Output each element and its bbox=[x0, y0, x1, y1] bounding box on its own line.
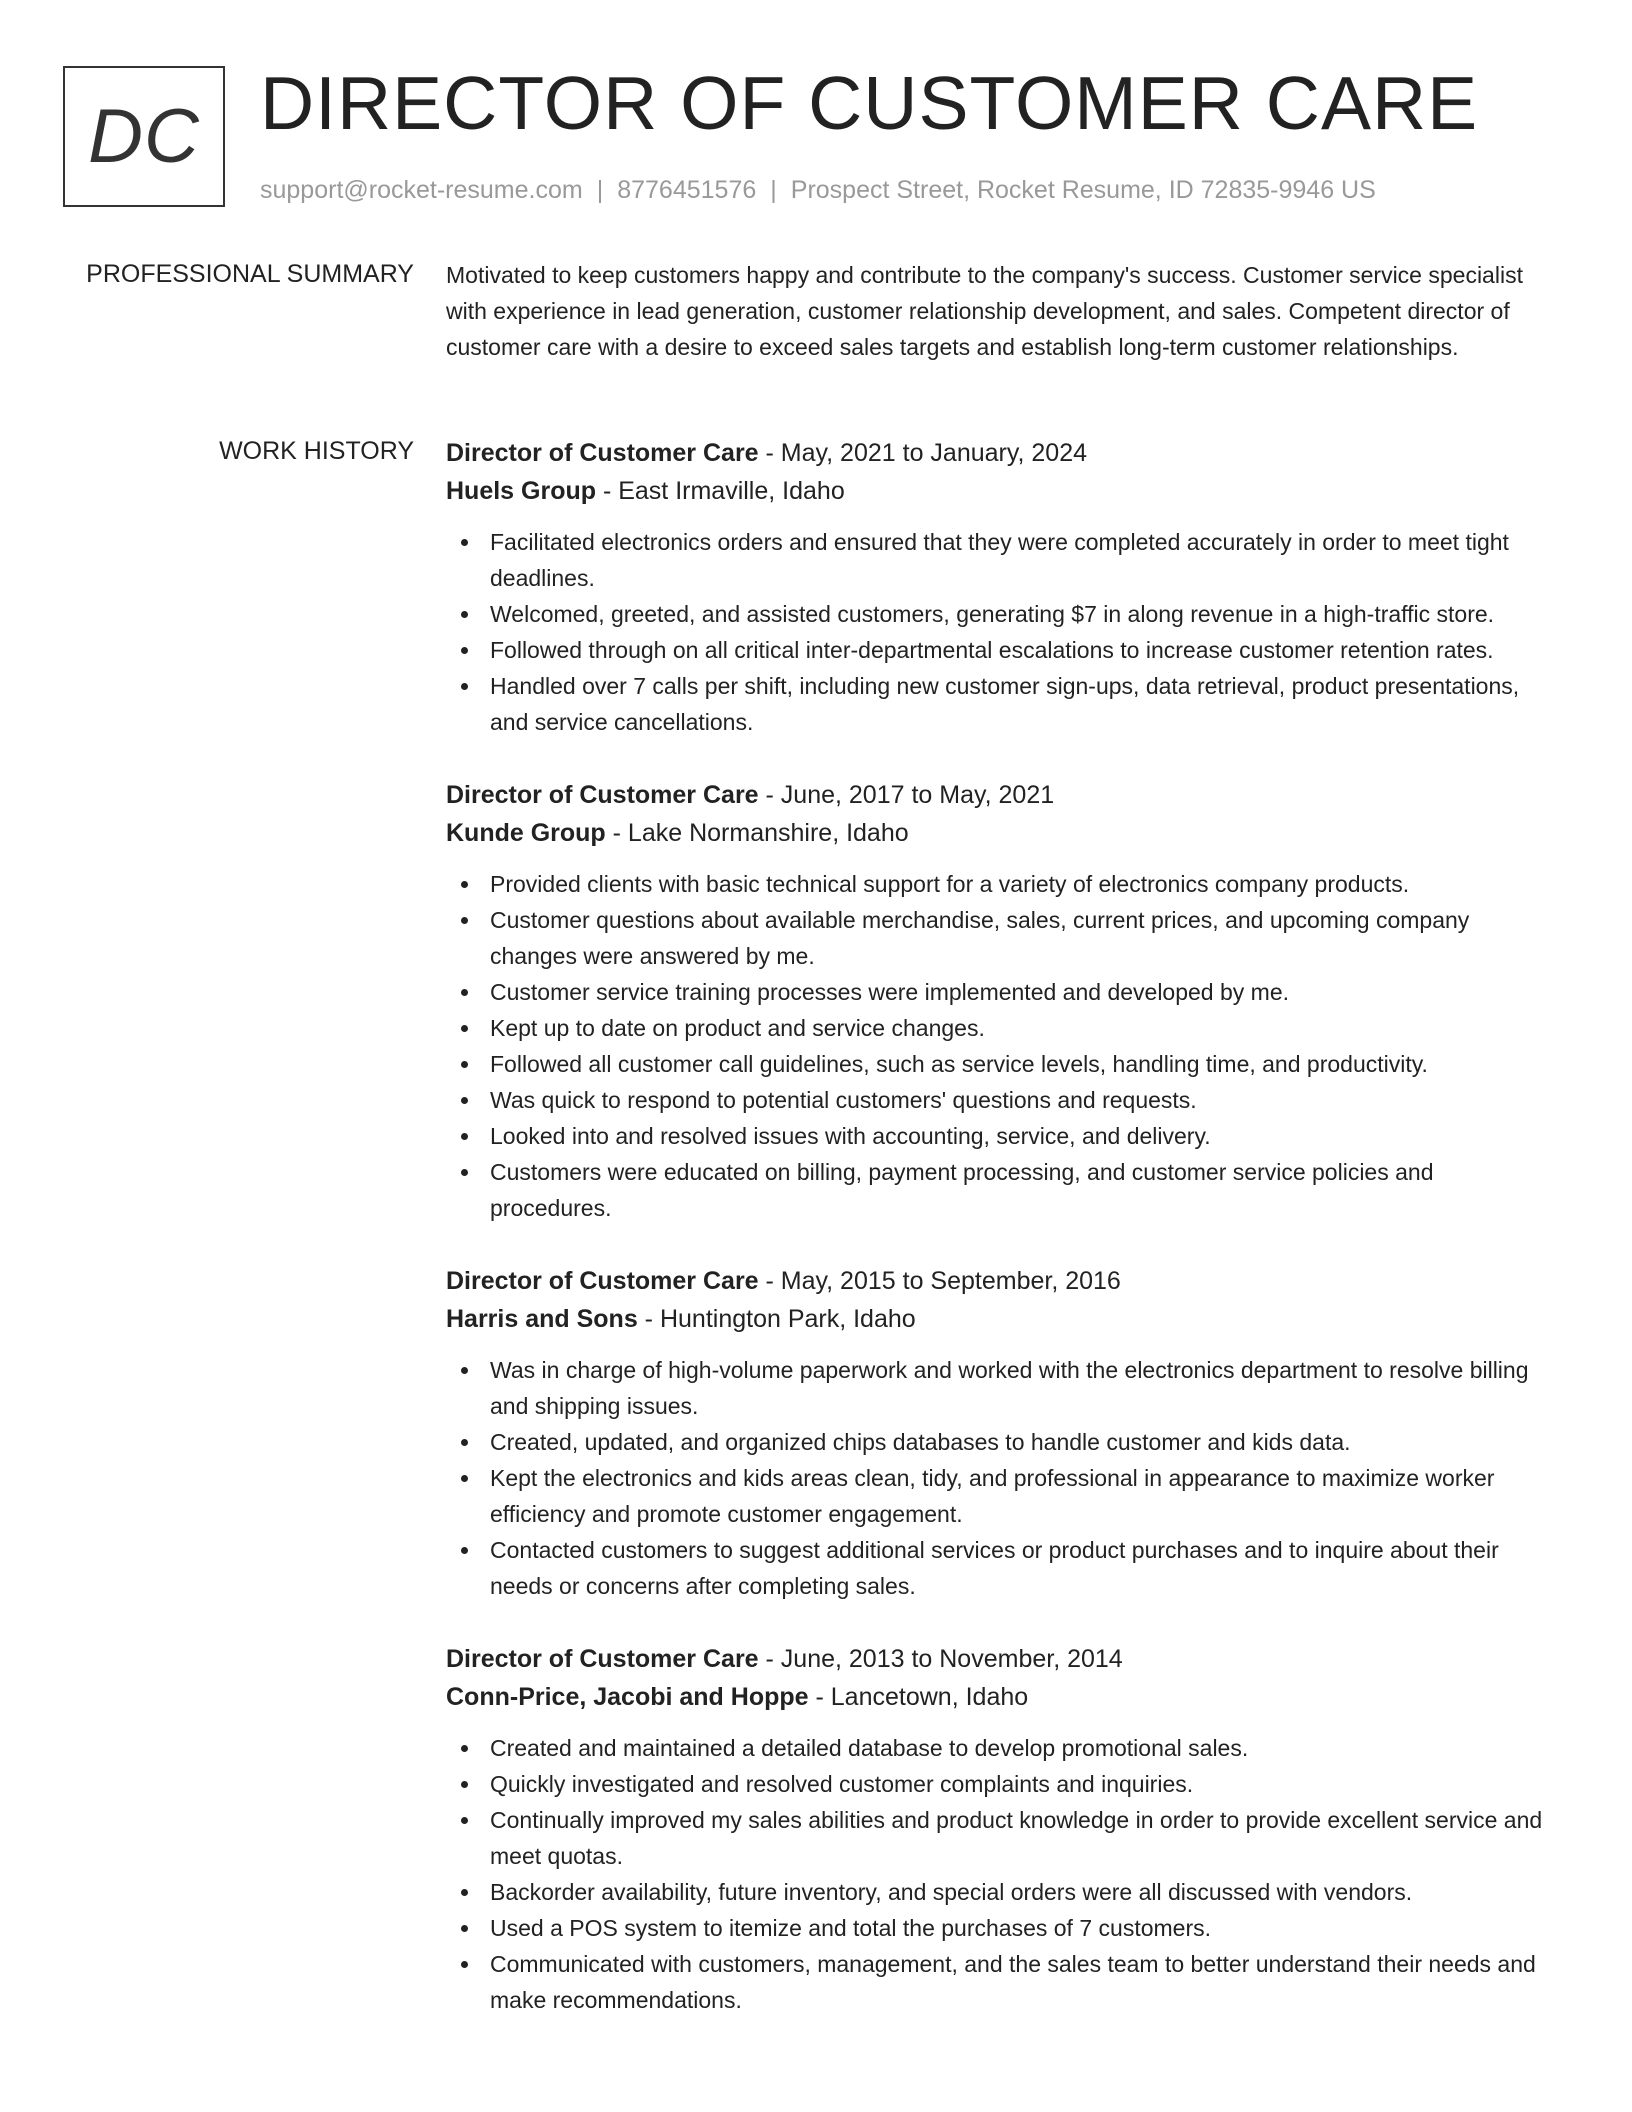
job-location: - Lancetown, Idaho bbox=[808, 1683, 1029, 1711]
job-company-line bbox=[446, 1678, 1546, 1716]
job-dates: - June, 2013 to November, 2014 bbox=[758, 1645, 1123, 1673]
resume-title: DIRECTOR OF CUSTOMER CARE bbox=[260, 61, 1479, 145]
job-bullet-item: Customer questions about available merchandise, sales, current prices, and upcoming company changes were answered by me. bbox=[446, 902, 1546, 974]
job-entry bbox=[446, 1262, 1546, 1604]
job-bullet-item: Customer service training processes were implemented and developed by me. bbox=[446, 974, 1546, 1010]
job-bullet-list bbox=[446, 866, 1546, 1226]
job-bullet-item: Was quick to respond to potential customers' questions and requests. bbox=[446, 1082, 1546, 1118]
job-entry bbox=[446, 1640, 1546, 2018]
contact-separator: | bbox=[770, 176, 777, 204]
job-bullet-list bbox=[446, 1352, 1546, 1604]
work-history-body bbox=[446, 434, 1546, 2018]
job-bullet-item: Contacted customers to suggest additional services or product purchases and to inquire about their needs or concerns after completing sales. bbox=[446, 1532, 1546, 1604]
summary-label: PROFESSIONAL SUMMARY bbox=[86, 260, 414, 288]
contact-separator: | bbox=[596, 176, 604, 204]
job-bullet-item: Created and maintained a detailed database to develop promotional sales. bbox=[446, 1730, 1546, 1766]
job-bullet-item: Kept up to date on product and service changes. bbox=[446, 1010, 1546, 1046]
job-bullet-item: Followed through on all critical inter-departmental escalations to increase customer retention rates. bbox=[446, 632, 1546, 668]
job-bullet-item: Was in charge of high-volume paperwork and worked with the electronics department to resolve billing and shipping issues. bbox=[446, 1352, 1546, 1424]
job-bullet-item: Facilitated electronics orders and ensured that they were completed accurately in order to meet tight deadlines. bbox=[446, 524, 1546, 596]
work-history-label: WORK HISTORY bbox=[219, 437, 414, 465]
job-location: - East Irmaville, Idaho bbox=[596, 477, 845, 505]
job-bullet-item: Handled over 7 calls per shift, including new customer sign-ups, data retrieval, product presentations, and service cancellations. bbox=[446, 668, 1546, 740]
job-bullet-item: Welcomed, greeted, and assisted customers, generating $7 in along revenue in a high-traffic store. bbox=[446, 596, 1546, 632]
monogram-initials: DC bbox=[88, 94, 200, 179]
job-bullet-item: Kept the electronics and kids areas clean, tidy, and professional in appearance to maximize worker efficiency and promote customer engagement. bbox=[446, 1460, 1546, 1532]
job-title-line bbox=[446, 1262, 1546, 1300]
job-title-line bbox=[446, 434, 1546, 472]
job-company: Kunde Group bbox=[446, 819, 606, 847]
contact-line bbox=[260, 175, 1376, 205]
job-bullet-list bbox=[446, 524, 1546, 740]
job-company: Harris and Sons bbox=[446, 1305, 638, 1333]
job-title: Director of Customer Care bbox=[446, 1645, 759, 1673]
monogram-box bbox=[63, 66, 225, 207]
job-company: Conn-Price, Jacobi and Hoppe bbox=[446, 1683, 809, 1711]
job-bullet-item: Looked into and resolved issues with accounting, service, and delivery. bbox=[446, 1118, 1546, 1154]
job-bullet-item: Backorder availability, future inventory, and special orders were all discussed with vendors. bbox=[446, 1874, 1546, 1910]
summary-body bbox=[446, 257, 1546, 365]
job-bullet-item: Used a POS system to itemize and total the purchases of 7 customers. bbox=[446, 1910, 1546, 1946]
job-location: - Lake Normanshire, Idaho bbox=[605, 819, 909, 847]
job-bullet-item: Quickly investigated and resolved customer complaints and inquiries. bbox=[446, 1766, 1546, 1802]
job-title: Director of Customer Care bbox=[446, 781, 759, 809]
job-title: Director of Customer Care bbox=[446, 1267, 759, 1295]
contact-phone[interactable]: 8776451576 bbox=[617, 176, 757, 204]
job-bullet-list bbox=[446, 1730, 1546, 2018]
job-dates: - May, 2021 to January, 2024 bbox=[758, 439, 1088, 467]
job-company-line bbox=[446, 1300, 1546, 1338]
contact-email[interactable]: support@rocket-resume.com bbox=[260, 176, 583, 204]
job-bullet-item: Continually improved my sales abilities and product knowledge in order to provide excellent service and meet quotas. bbox=[446, 1802, 1546, 1874]
job-title: Director of Customer Care bbox=[446, 439, 759, 467]
job-bullet-item: Created, updated, and organized chips databases to handle customer and kids data. bbox=[446, 1424, 1546, 1460]
job-title-line bbox=[446, 1640, 1546, 1678]
job-company: Huels Group bbox=[446, 477, 597, 505]
job-bullet-item: Customers were educated on billing, payment processing, and customer service policies and procedures. bbox=[446, 1154, 1546, 1226]
job-company-line bbox=[446, 814, 1546, 852]
job-location: - Huntington Park, Idaho bbox=[637, 1305, 916, 1333]
job-dates: - June, 2017 to May, 2021 bbox=[758, 781, 1055, 809]
job-bullet-item: Followed all customer call guidelines, such as service levels, handling time, and productivity. bbox=[446, 1046, 1546, 1082]
job-entry bbox=[446, 434, 1546, 740]
job-company-line bbox=[446, 472, 1546, 510]
contact-address: Prospect Street, Rocket Resume, ID 72835-9946 US bbox=[790, 176, 1376, 204]
summary-text: Motivated to keep customers happy and contribute to the company's success. Customer service specialist with experience in lead generation, customer relationship development, and sales. Competent director of customer care with a desire to exceed sales targets and establish long-term customer relationships. bbox=[446, 262, 1523, 360]
job-dates: - May, 2015 to September, 2016 bbox=[758, 1267, 1121, 1295]
job-bullet-item: Provided clients with basic technical support for a variety of electronics company products. bbox=[446, 866, 1546, 902]
job-entry bbox=[446, 776, 1546, 1226]
job-bullet-item: Communicated with customers, management, and the sales team to better understand their needs and make recommendations. bbox=[446, 1946, 1546, 2018]
job-title-line bbox=[446, 776, 1546, 814]
